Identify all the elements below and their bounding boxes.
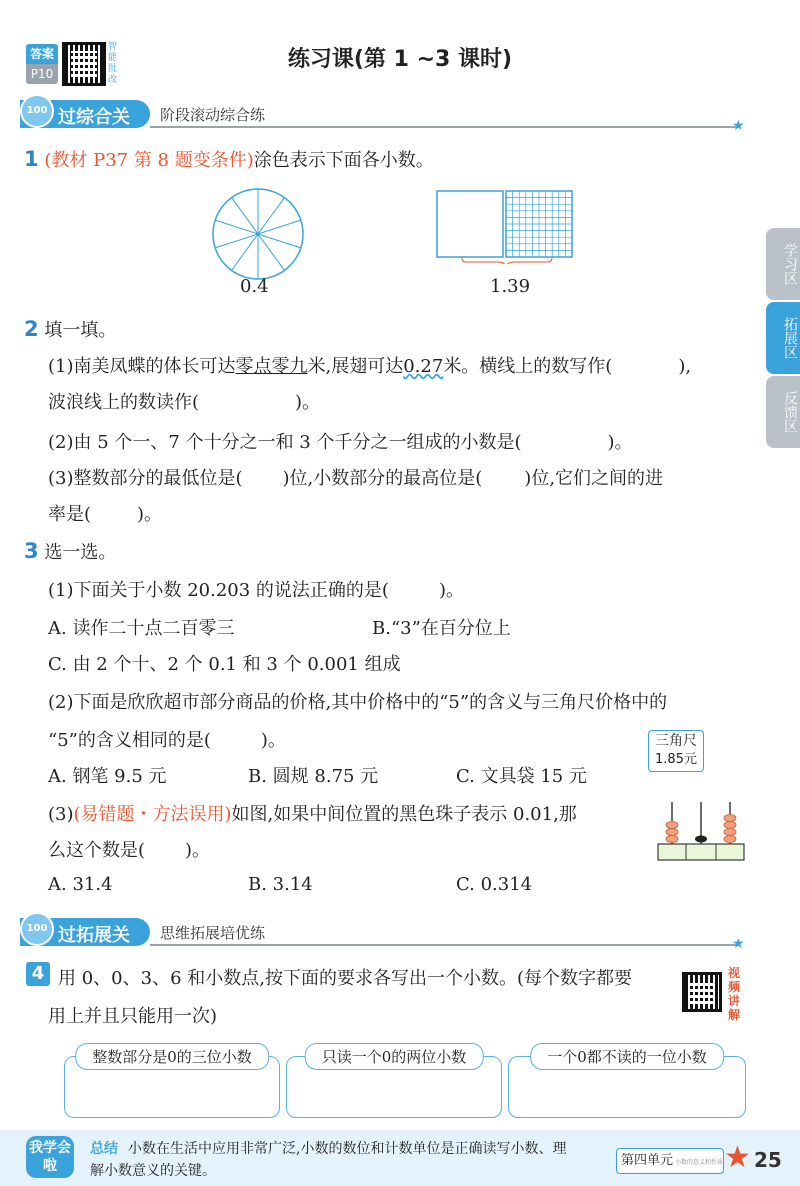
star-icon: ★ bbox=[732, 936, 745, 952]
question-3: 3 选一选。 bbox=[24, 539, 117, 563]
q3-part3-line2: 么这个数是( )。 bbox=[48, 840, 211, 861]
qr-code-icon[interactable] bbox=[682, 972, 722, 1012]
q3-p1-option-a[interactable]: A. 读作二十点二百零三 bbox=[48, 618, 235, 639]
qr-side-text: 智能批改 bbox=[108, 42, 118, 85]
q3-part2-line1: (2)下面是欣欣超市部分商品的价格,其中价格中的“5”的含义与三角尺价格中的 bbox=[48, 692, 668, 713]
video-explain-text: 视频讲解 bbox=[728, 966, 741, 1022]
section-badge-text: 过拓展关 bbox=[58, 925, 130, 946]
question-1: 1 (教材 P37 第 8 题变条件)涂色表示下面各小数。 bbox=[24, 147, 434, 171]
section-banner-extension bbox=[20, 918, 750, 952]
q3-p3-option-c[interactable]: C. 0.314 bbox=[456, 874, 533, 895]
q3-part2-line2: “5”的含义相同的是( )。 bbox=[48, 730, 286, 751]
q2-part3-line1: (3)整数部分的最低位是( )位,小数部分的最高位是( )位,它们之间的进 bbox=[48, 468, 664, 489]
label-grid: 1.39 bbox=[490, 276, 531, 297]
section-banner-comprehensive bbox=[20, 100, 750, 134]
footer-summary-line2: 解小数意义的关键。 bbox=[90, 1163, 216, 1179]
tricky-tag: (易错题・方法误用) bbox=[73, 804, 232, 825]
q2-part1-line2: 波浪线上的数读作( )。 bbox=[48, 392, 321, 413]
q2-part1-line1: (1)南美凤蝶的体长可达零点零九米,展翅可达0.27米。横线上的数写作( ), bbox=[48, 356, 692, 377]
answer-box-2[interactable] bbox=[286, 1048, 502, 1118]
wavy-number: 0.27 bbox=[403, 356, 444, 377]
answer-box-title: 一个0都不读的一位小数 bbox=[530, 1043, 724, 1070]
q3-p2-option-b[interactable]: B. 圆规 8.75 元 bbox=[248, 766, 379, 787]
side-tab-extend[interactable]: 拓展区 bbox=[766, 302, 800, 374]
tag-name: 三角尺 bbox=[655, 733, 697, 749]
section-subtitle: 阶段滚动综合练 bbox=[160, 106, 266, 124]
q3-part3-line1: (3)(易错题・方法误用)如图,如果中间位置的黑色珠子表示 0.01,那 bbox=[48, 804, 577, 825]
mascot-icon: ★ bbox=[724, 1140, 751, 1175]
abacus-diagram bbox=[656, 798, 746, 864]
answer-label: 答案 bbox=[26, 44, 58, 64]
footer-badge: 我学会啦 bbox=[26, 1136, 74, 1178]
q2-part3-line2: 率是( )。 bbox=[48, 504, 163, 525]
side-tab-feedback[interactable]: 反馈区 bbox=[766, 376, 800, 448]
q3-p1-option-c[interactable]: C. 由 2 个十、2 个 0.1 和 3 个 0.001 组成 bbox=[48, 654, 401, 675]
answer-box-title: 只读一个0的两位小数 bbox=[305, 1043, 484, 1070]
page-number: 25 bbox=[754, 1148, 782, 1172]
unit-label: 第四单元 小数的意义和性质 bbox=[616, 1148, 724, 1174]
footer-summary-line1: 总结 小数在生活中应用非常广泛,小数的数位和计数单位是正确读写小数、理 bbox=[90, 1141, 567, 1157]
section-subtitle: 思维拓展培优练 bbox=[160, 924, 266, 942]
q3-p3-option-a[interactable]: A. 31.4 bbox=[48, 874, 113, 895]
label-circle: 0.4 bbox=[240, 276, 269, 297]
hundredths-grid-diagram[interactable] bbox=[436, 190, 576, 264]
q3-p2-option-c[interactable]: C. 文具袋 15 元 bbox=[456, 766, 587, 787]
answer-box-title: 整数部分是0的三位小数 bbox=[75, 1043, 269, 1070]
tag-price: 1.85元 bbox=[655, 752, 697, 767]
q2-part2: (2)由 5 个一、7 个十分之一和 3 个千分之一组成的小数是( )。 bbox=[48, 432, 633, 453]
answer-box-1[interactable] bbox=[64, 1048, 280, 1118]
answer-page: P10 bbox=[26, 64, 58, 84]
q4-text-line2: 用上并且只能用一次) bbox=[48, 1006, 218, 1027]
logo-100-icon: 100 bbox=[20, 94, 54, 128]
question-4-number: 4 bbox=[26, 962, 50, 986]
underlined-number: 零点零九 bbox=[235, 356, 308, 377]
q3-p2-option-a[interactable]: A. 钢笔 9.5 元 bbox=[48, 766, 167, 787]
question-source: (教材 P37 第 8 题变条件) bbox=[44, 150, 254, 171]
q3-part1: (1)下面关于小数 20.203 的说法正确的是( )。 bbox=[48, 580, 464, 601]
question-2: 2 填一填。 bbox=[24, 317, 117, 341]
side-tab-study[interactable]: 学习区 bbox=[766, 228, 800, 300]
section-badge-text: 过综合关 bbox=[58, 107, 130, 128]
circle-tenths-diagram[interactable] bbox=[208, 184, 308, 284]
q3-p3-option-b[interactable]: B. 3.14 bbox=[248, 874, 313, 895]
logo-100-icon: 100 bbox=[20, 912, 54, 946]
summary-label: 总结 bbox=[90, 1141, 118, 1157]
q3-p1-option-b[interactable]: B.“3”在百分位上 bbox=[372, 618, 511, 639]
q4-text-line1: 用 0、0、3、6 和小数点,按下面的要求各写出一个小数。(每个数字都要 bbox=[58, 968, 632, 989]
answer-box-3[interactable] bbox=[508, 1048, 746, 1118]
star-icon: ★ bbox=[732, 118, 745, 134]
price-tag-triangle-ruler bbox=[648, 730, 704, 772]
page-title: 练习课(第 1 ~3 课时) bbox=[287, 47, 513, 72]
